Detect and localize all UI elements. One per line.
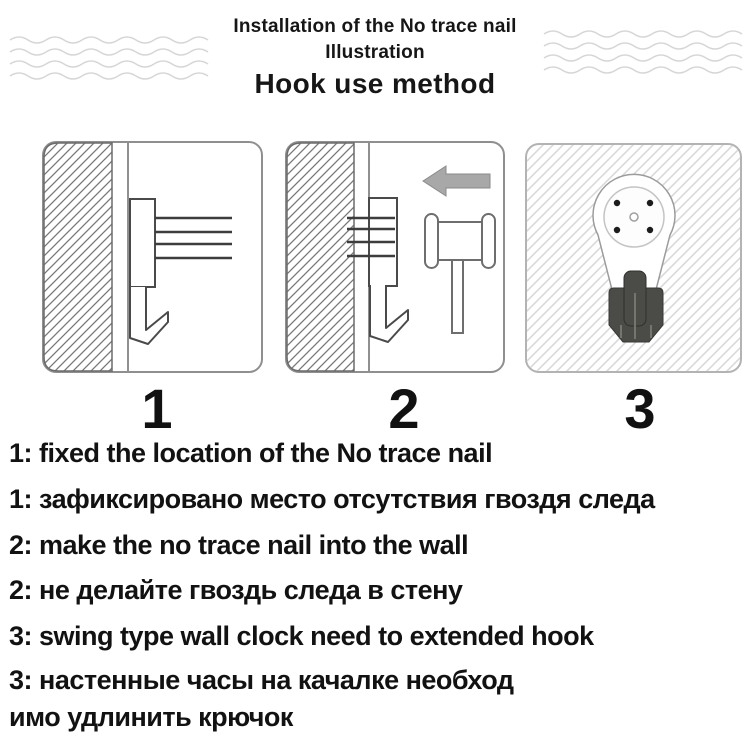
page-subtitle: Hook use method <box>254 68 496 99</box>
wall-hatch <box>44 143 112 371</box>
step-2-number: 2 <box>388 377 420 440</box>
wall-hatch <box>287 143 354 371</box>
center-hole <box>630 213 638 221</box>
instruction-3-en: 3: swing type wall clock need to extended hook <box>9 621 594 651</box>
page-title-line1: Installation of the No trace nail <box>233 16 517 37</box>
step-1-diagram <box>42 141 263 373</box>
step-1-number: 1 <box>141 377 173 440</box>
step-2-diagram <box>285 141 505 373</box>
instruction-1-ru: 1: зафиксировано место отсутствия гвоздя следа <box>9 484 655 514</box>
page-title-line2: Illustration <box>325 42 425 63</box>
instruction-3-ru-line1: 3: настенные часы на качалке необход <box>9 665 514 695</box>
instruction-1-en: 1: fixed the location of the No trace nail <box>9 438 493 468</box>
instruction-3-ru-line2: имо удлинить крючок <box>9 702 293 732</box>
instruction-2-en: 2: make the no trace nail into the wall <box>9 530 469 560</box>
step-3-number: 3 <box>624 377 656 440</box>
nail-hook-body <box>130 199 155 287</box>
instruction-2-ru: 2: не делайте гвоздь следа в стену <box>9 575 463 605</box>
step-3-diagram <box>525 143 742 373</box>
